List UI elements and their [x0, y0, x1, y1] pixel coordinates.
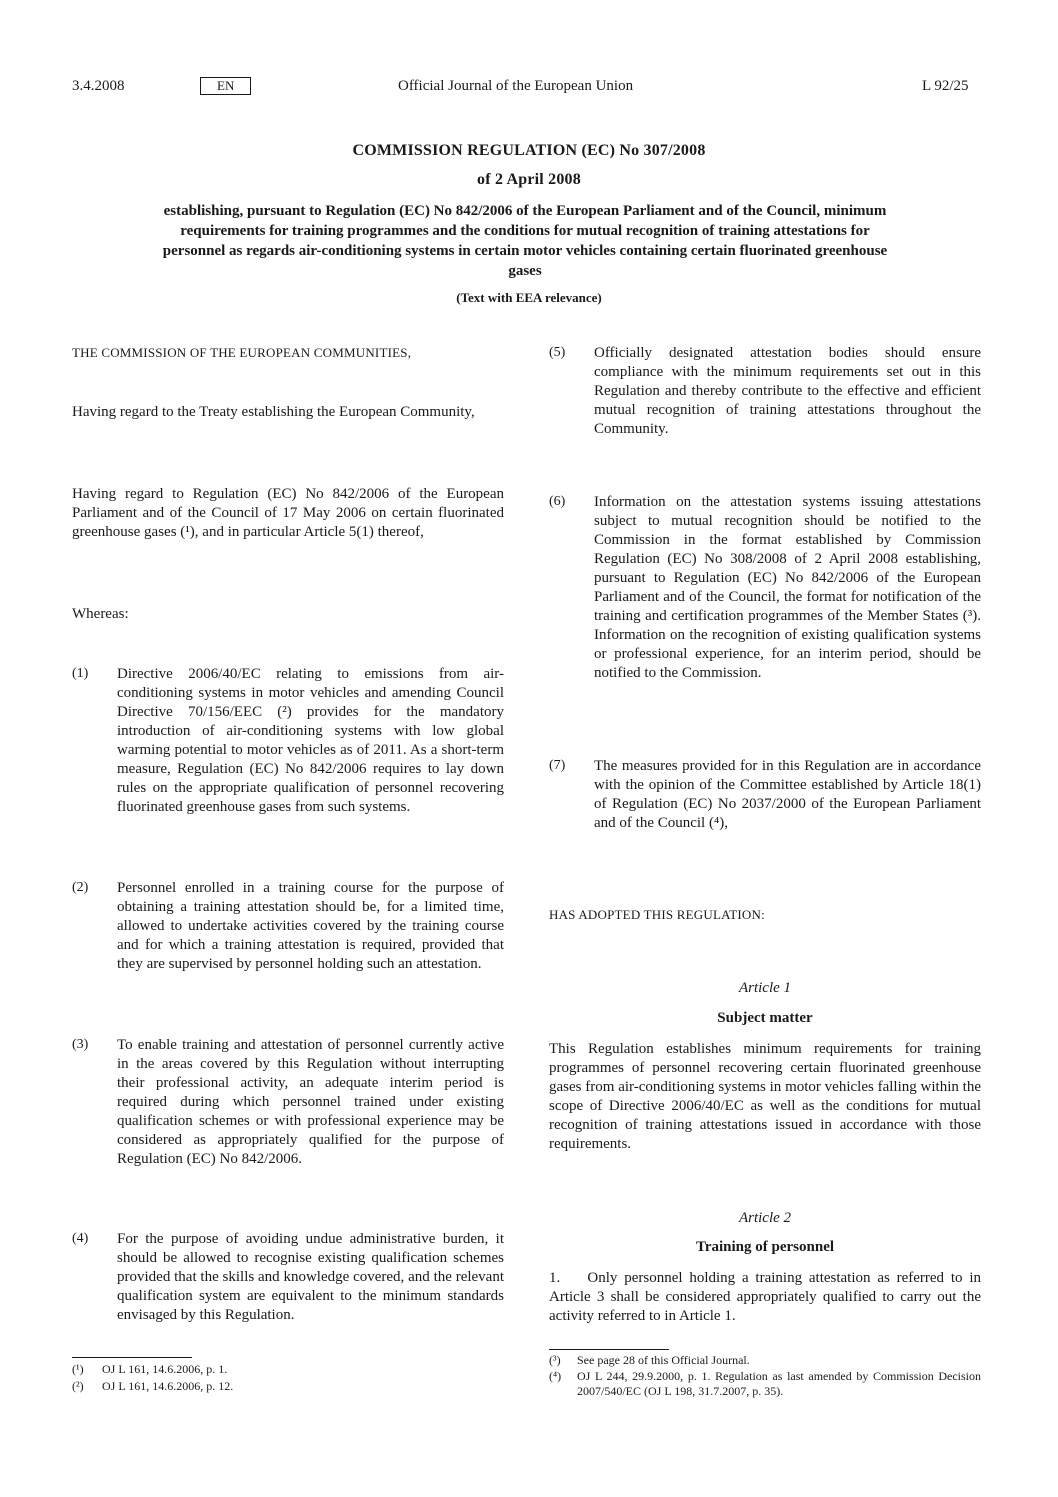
footnote-text: OJ L 161, 14.6.2006, p. 12. — [102, 1379, 234, 1393]
recital-text: The measures provided for in this Regulation are in accordance with the opinion of the Committee established by Article 18(1) of Regulation (EC) No 2037/2000 of the European Parliament and of the Council (⁴), — [594, 758, 981, 831]
citation-regulation: Having regard to Regulation (EC) No 842/2006 of the European Parliament and of the Council of 17 May 2006 on certain fluorinated greenhouse gases (¹), and in particular Article 5(1) thereof, — [72, 486, 504, 540]
regulation-date: of 2 April 2008 — [477, 171, 581, 188]
recital-text: To enable training and attestation of personnel currently active in the areas covered by this Regulation without interrupting their professional activity, an adequate interim period is required during which personnel trained under existing qualification schemes or with professional experience may be considered as appropriately qualified for the purpose of Regulation (EC) No 842/2006. — [117, 1037, 504, 1167]
recital-number: (5) — [549, 345, 566, 360]
regulation-subtitle: establishing, pursuant to Regulation (EC) No 842/2006 of the European Parliament and of the Council, minimum requirements for training programmes and the conditions for mutual recognition of training attestations for personnel as regards air-conditioning systems in certain motor vehicles containing certain fluorinated greenhouse gases — [162, 203, 888, 279]
footnote-mark: (⁴) — [549, 1369, 562, 1383]
article-1-label: Article 1 — [738, 980, 792, 996]
recital-text: Information on the attestation systems issuing attestations subject to mutual recognition should be notified to the Commission in the format established by Commission Regulation (EC) No 308/2008 of 2 April 2008 establishing, pursuant to Regulation (EC) No 842/2006 of the European Parliament and of the Council, the format for notification of the training and certification programmes of the Member States (³). Information on the recognition of existing qualification systems or professional experience, for an interim period, should be notified to the Commission. — [594, 494, 981, 681]
journal-title: Official Journal of the European Union — [398, 78, 634, 94]
recital-number: (1) — [72, 666, 89, 681]
page-reference: L 92/25 — [922, 78, 969, 94]
eea-relevance: (Text with EEA relevance) — [456, 290, 602, 305]
recital-number: (3) — [72, 1037, 89, 1052]
footnote-mark: (¹) — [72, 1362, 84, 1376]
adoption-statement: HAS ADOPTED THIS REGULATION: — [549, 907, 765, 922]
footnote-divider — [72, 1357, 192, 1358]
commission-preamble: THE COMMISSION OF THE EUROPEAN COMMUNITIES, — [72, 345, 412, 360]
recital-number: (2) — [72, 880, 89, 895]
header-date: 3.4.2008 — [72, 78, 125, 94]
whereas-label: Whereas: — [72, 606, 129, 622]
recital-text: Directive 2006/40/EC relating to emissions from air-conditioning systems in motor vehicles and amending Council Directive 70/156/EEC (²) provides for the mandatory introduction of air-conditioning systems with low global warming potential to motor vehicles as of 2011. As a short-term measure, Regulation (EC) No 842/2006 requires to lay down rules on the appropriate qualification of personnel recovering fluorinated greenhouse gases from such systems. — [117, 666, 504, 815]
footnote-mark: (³) — [549, 1353, 561, 1367]
recital-number: (4) — [72, 1231, 89, 1246]
footnote-text: See page 28 of this Official Journal. — [577, 1353, 750, 1367]
footnote-text: OJ L 244, 29.9.2000, p. 1. Regulation as last amended by Commission Decision 2007/540/EC (OJ L 198, 31.7.2007, p. 35). — [577, 1369, 981, 1398]
language-badge: EN — [200, 77, 251, 95]
recital-text: For the purpose of avoiding undue administrative burden, it should be allowed to recognise existing qualification schemes provided that the skills and knowledge covered, and the relevant qualification system are equivalent to the minimum standards envisaged by this Regulation. — [117, 1231, 504, 1323]
footnote-text: OJ L 161, 14.6.2006, p. 1. — [102, 1362, 228, 1376]
recital-text: Personnel enrolled in a training course for the purpose of obtaining a training attestation should be, for a limited time, allowed to undertake activities covered by the training course and for which a training attestation is required, provided that they are supervised by personnel holding such an attestation. — [117, 880, 504, 972]
article-2-text: 1. Only personnel holding a training attestation as referred to in Article 3 shall be considered appropriately qualified to carry out the activity referred to in Article 1. — [549, 1270, 985, 1324]
article-2-label: Article 2 — [738, 1210, 792, 1226]
citation-treaty: Having regard to the Treaty establishing the European Community, — [72, 404, 475, 420]
footnote-divider — [549, 1349, 669, 1350]
article-2-heading: Training of personnel — [695, 1239, 835, 1255]
regulation-title: COMMISSION REGULATION (EC) No 307/2008 — [352, 142, 706, 159]
footnote-mark: (²) — [72, 1379, 84, 1393]
article-1-text: This Regulation establishes minimum requirements for training programmes of personnel recovering certain fluorinated greenhouse gases from air-conditioning systems in motor vehicles falling within the scope of Directive 2006/40/EC as well as the conditions for mutual recognition of training attestations issued in accordance with those requirements. — [549, 1041, 981, 1152]
recital-text: Officially designated attestation bodies should ensure compliance with the minimum requirements set out in this Regulation and thereby contribute to the effective and efficient mutual recognition of training attestations throughout the Community. — [594, 345, 981, 437]
recital-number: (6) — [549, 494, 566, 509]
recital-number: (7) — [549, 758, 566, 773]
article-1-heading: Subject matter — [717, 1010, 813, 1026]
